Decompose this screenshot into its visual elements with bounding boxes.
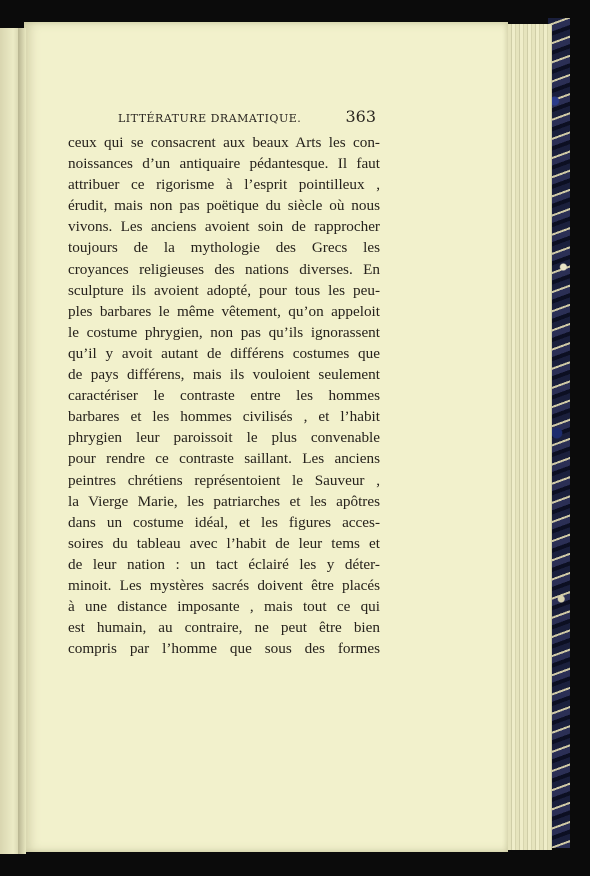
text-line: de leur nation : un tact éclairé les y déter- — [68, 555, 380, 573]
running-head: LITTÉRATURE DRAMATIQUE. — [118, 112, 302, 125]
text-line: sculpture ils avoient adopté, pour tous les peu- — [68, 281, 380, 299]
text-line: la Vierge Marie, les patriarches et les apôtres — [68, 492, 380, 510]
text-line: érudit, mais non pas poëtique du siècle où nous — [68, 197, 380, 215]
page-number: 363 — [345, 107, 376, 126]
text-line: attribuer ce rigorisme à l’esprit pointilleux , — [68, 176, 380, 194]
text-line: peintres chrétiens représentoient le Sauveur , — [68, 471, 380, 489]
text-line: vivons. Les anciens avoient soin de rapprocher — [68, 218, 380, 236]
text-line: noissances d’un antiquaire pédantesque. Il faut — [68, 155, 380, 173]
body-text — [68, 132, 380, 659]
text-line: dans un costume idéal, et les figures acces- — [68, 513, 380, 531]
text-line: phrygien leur paroissoit le plus convenable — [68, 429, 380, 447]
text-line: soires du tableau avec l’habit de leur tems et — [68, 534, 380, 552]
text-line: est humain, au contraire, ne peut être bien — [68, 619, 380, 637]
text-line: compris par l’homme que sous des formes — [68, 640, 380, 658]
page-gutter — [18, 28, 26, 854]
text-line: ples barbares le même vêtement, qu’on appeloit — [68, 302, 380, 320]
text-line: minoit. Les mystères sacrés doivent être placés — [68, 576, 380, 594]
text-line: qu’il y avoit autant de différens costumes que — [68, 344, 380, 362]
text-line: caractériser le contraste entre les hommes — [68, 387, 380, 405]
text-line: le costume phrygien, non pas qu’ils ignorassent — [68, 323, 380, 341]
text-line: de pays différens, mais ils vouloient seulement — [68, 366, 380, 384]
text-line: barbares et les hommes civilisés , et l’habit — [68, 408, 380, 426]
page-header — [118, 107, 376, 129]
text-line: croyances religieuses des nations diverses. En — [68, 260, 380, 278]
text-line: toujours de la mythologie des Grecs les — [68, 239, 380, 257]
text-line: ceux qui se consacrent aux beaux Arts les con- — [68, 134, 380, 151]
text-line: pour rendre ce contraste saillant. Les anciens — [68, 450, 380, 468]
text-line: à une distance imposante , mais tout ce qui — [68, 598, 380, 616]
